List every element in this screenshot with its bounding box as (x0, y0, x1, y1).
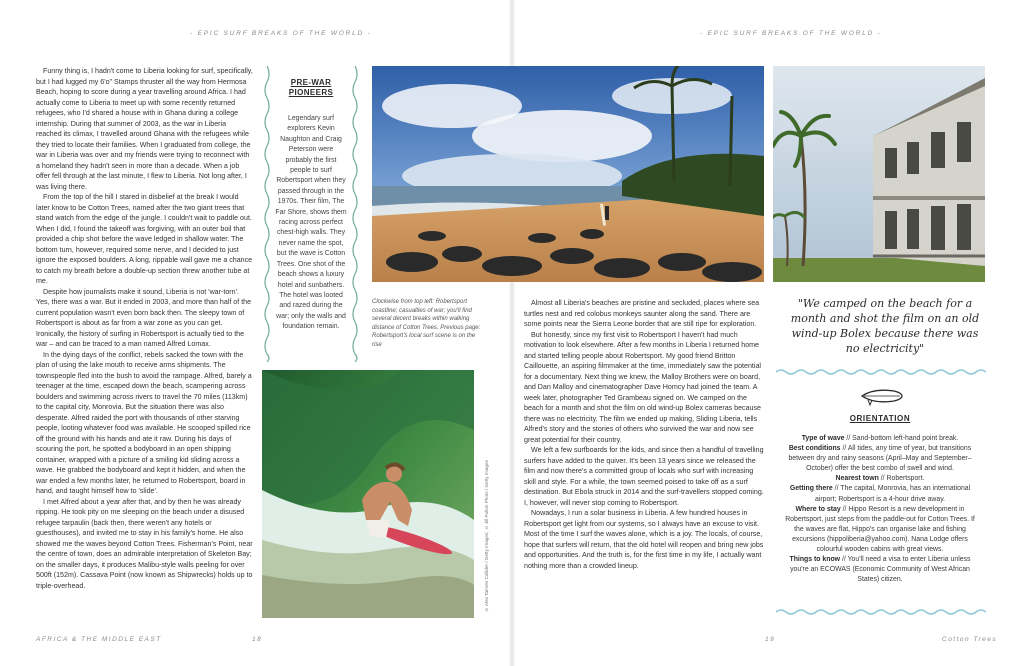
running-head-left: - EPIC SURF BREAKS OF THE WORLD - (190, 30, 372, 37)
orientation-value: Robertsport. (886, 475, 925, 483)
separator: // (880, 475, 885, 483)
surfboard-icon (860, 385, 904, 407)
surfer-image (262, 370, 474, 618)
footer-page-left: 18 (252, 636, 263, 643)
separator: // (834, 485, 839, 493)
footer-section: AFRICA & THE MIDDLE EAST (36, 636, 162, 643)
paragraph: In the dying days of the conflict, rebels sacked the town with the plan of using the lake mouth to receive arms shipments. The townspeople fled into the bush to avoid the rampage. Alfred, barely a teenager at the time, escaped down the beach, scampering across boulders and swimming across rivers to travel the 70 miles (113km) to the capital city, Monrovia. But the situation there was also desperate. Alfred raided the port with thousands of other starving people, looting whatever food was available. He scooped spilled rice off the ground with his hands and ate it raw. During his days of scouring the port, he spotted a bodyboard in an open shipping container, wrapped with a picture of a smiling kid sliding across a wave. He grabbed the bodyboard and kept it hidden, and when the war ended a few months later, he returned to Robertsport, board in hand, and taught himself how to 'slide'. (36, 350, 252, 495)
orientation-item (780, 505, 980, 555)
photo-credit: © Alex Tamres Collider / Getty Images; © Jill Fulton Photo / Getty Images (484, 460, 489, 612)
wave-divider-top (776, 368, 986, 376)
separator: // (846, 435, 851, 442)
pull-quote: "We camped on the beach for a month and shot the film on an old wind-up Bolex because there was no electricity" (790, 297, 980, 355)
sidebar-body: Legendary surf explorers Kevin Naughton and Craig Peterson were probably the first people to surf Robertsport when they passed through in the 1970s. Their film, The Far Shore, shows them racing across perfect chest-high walls. They never name the spot, but the wave is Cotton Trees. One shot of the beach shows a luxury hotel and sunbathers. The hotel was looted and razed during the war; only the walls and foundation remain. (275, 115, 347, 331)
running-head-right: - EPIC SURF BREAKS OF THE WORLD - (700, 30, 882, 37)
orientation-key: Type of wave (801, 435, 845, 442)
body-column-1 (36, 66, 253, 626)
orientation-value: You'll need a visa to enter Liberia unless you're an ECOWAS (Economic Community of West African States) citizen. (790, 556, 971, 584)
orientation-item (780, 555, 980, 585)
separator: // (842, 505, 847, 513)
sidebar-box (262, 66, 360, 362)
body-column-3 (524, 298, 764, 628)
wavy-border-left (262, 66, 272, 362)
photo-caption: Clockwise from top left: Robertsport coastline; casualties of war; you'll find several decent breaks within walking distance of Cotton Trees. Previous page: Robertsport's local surf scene is on the rise (372, 299, 481, 348)
orientation-item (780, 474, 980, 484)
orientation-key: Best conditions (788, 445, 841, 453)
orientation-item (780, 484, 980, 504)
orientation-key: Things to know (789, 556, 841, 564)
separator: // (842, 445, 847, 453)
paragraph: Funny thing is, I hadn't come to Liberia looking for surf, specifically, but I had lugged my 6'o" Stamps thruster all the way from Hermosa Beach, hoping to score during a year travelling around Africa. I had actually come to Liberia to meet up with some recently returned refugees, who I'd shared a house with in Ghana during a college internship. During that summer of 2003, as the war in Liberia reached its climax, I travelled around Ghana with the refugees while they tried to locate their families. When I graduated from college, the war in Liberia was over and my friends were trying to reconnect with a homeland they hadn't seen in more than a decade. When a job offer fell through at the last minute, I flew to Liberia. Not long after, I was living there. (36, 67, 253, 191)
paragraph: I met Alfred about a year after that, and by then he was already ripping. He took pity on me sleeping on the beach under a disused refugee tarpaulin (back then, there weren't any hotels or guesthouses), and invited me to stay in his family's home. He also showed me the waves beyond Cotton Trees. Fisherman's Point, near the centre of town, does an admirable interpretation of Skeleton Bay; on the smaller days, it produces Malibu-style walls peeling for over 500ft (152m). Cassava Point (now known as Shipwrecks) holds up to triple-overhead. (36, 497, 253, 590)
coastline-image (372, 66, 764, 282)
orientation-value: The capital, Monrovia, has an international airport; Robertsport is a 4-hour drive away. (814, 485, 971, 503)
paragraph: Almost all Liberia's beaches are pristine and secluded, places where sea turtles nest and red colobus monkeys saunter along the sand. There are some points near the Sierra Leone border that are still ripe for exploration. (524, 299, 760, 328)
surfer-photo (262, 370, 474, 618)
orientation-key: Getting there (789, 485, 833, 493)
orientation-item (780, 444, 980, 474)
wavy-border-right (350, 66, 360, 362)
ruined-hotel-image (773, 66, 985, 282)
footer-page-right: 19 (765, 636, 776, 643)
orientation-key: Where to stay (795, 505, 841, 513)
orientation-value: Hippo Resort is a new development in Robertsport, just steps from the paddle-out for Cotton Trees. If the waves are flat, Hippo's can organise lake and fishing excursions (hippoliberia@yahoo.com). Nana Lodge offers colourful wooden cabins with great views. (785, 505, 975, 554)
orientation-list (780, 434, 980, 585)
orientation-title: ORIENTATION (849, 414, 911, 423)
paragraph: From the top of the hill I stared in disbelief at the break I would later know to be Cotton Trees, named after the two giant trees that stand watch from the edge of the jungle. I couldn't wait to paddle out. When I did, I found the takeoff was forgiving, with an outer boil that provided a chip shot before the wave ledged in shallow water. The bottom turn, however, required some nerve, and I decided to just ignore the exposed boulders. A long, rippable wall gave me a chance to catch my breath before a double-up section threw another tube at me. (36, 193, 253, 285)
orientation-value: All tides, any time of year, but transitions between dry and rainy seasons (April–May and September–October) offer the best combo of swell and wind. (788, 445, 972, 473)
paragraph: But honestly, since my first visit to Robertsport I haven't had much motivation to look elsewhere. After a few months in Liberia I returned home and started telling people about Robertsport. My good friend Britton Caillouette, an aspiring filmmaker at the time, immediately saw the potential for a documentary. Next thing we knew, the Malloy Brothers were on board, and Dan Malloy and cinematographer Dave Homcy had joined the team. A week later, photographer Ted Grambeau signed on. We camped on the beach for a month and shot the film on old wind-up Bolex cameras because there was no electricity. The film we ended up making, Sliding Liberia, tells Alfred's story and the stories of others who survived the war and now see great potential for their country. (524, 330, 761, 444)
paragraph: Despite how journalists make it sound, Liberia is not 'war-torn'. Yes, there was a war. But it ended in 2003, and more than half of the current population wasn't even born back then. The sleepy town of Robertsport is about as far from a war zone as you can get. Ironically, the history of surfing in Robertsport is actually tied to the war – and can be traced to a man named Alfred Lomax. (36, 287, 252, 348)
orientation-value: Sand-bottom left-hand point break. (852, 435, 959, 442)
paragraph: We left a few surfboards for the kids, and since then a handful of travelling surfers have added to the quiver. It's been 13 years since we released the film and now there's a committed group of locals who surf with increasing skill and style. For a while, the town seemed poised to take off as a surf destination. But Ebola struck in 2014 and the surf-travellers stopped coming. I, however, will never stop coming to Robertsport. (524, 446, 764, 507)
coastline-photo (372, 66, 764, 282)
separator: // (841, 556, 846, 564)
paragraph: Nowadays, I run a solar business in Liberia. A few hundred houses in Robertsport get light from our systems, so I always have an excuse to visit. Most of the time I surf the waves alone, which is a joy. The locals, of course, hope that surfers will return, that the old hotel will reopen and bring new jobs and opportunities. And the truth is, for the first time in my life, I actually want nothing more than a crowded lineup. (524, 509, 764, 570)
ruined-hotel-photo (773, 66, 985, 282)
orientation-item (780, 434, 980, 444)
wave-divider-bottom (776, 608, 986, 616)
footer-title: Cotton Trees (942, 636, 998, 643)
sidebar-title: PRE-WAR PIONEERS (288, 78, 334, 97)
orientation-key: Nearest town (835, 475, 879, 483)
